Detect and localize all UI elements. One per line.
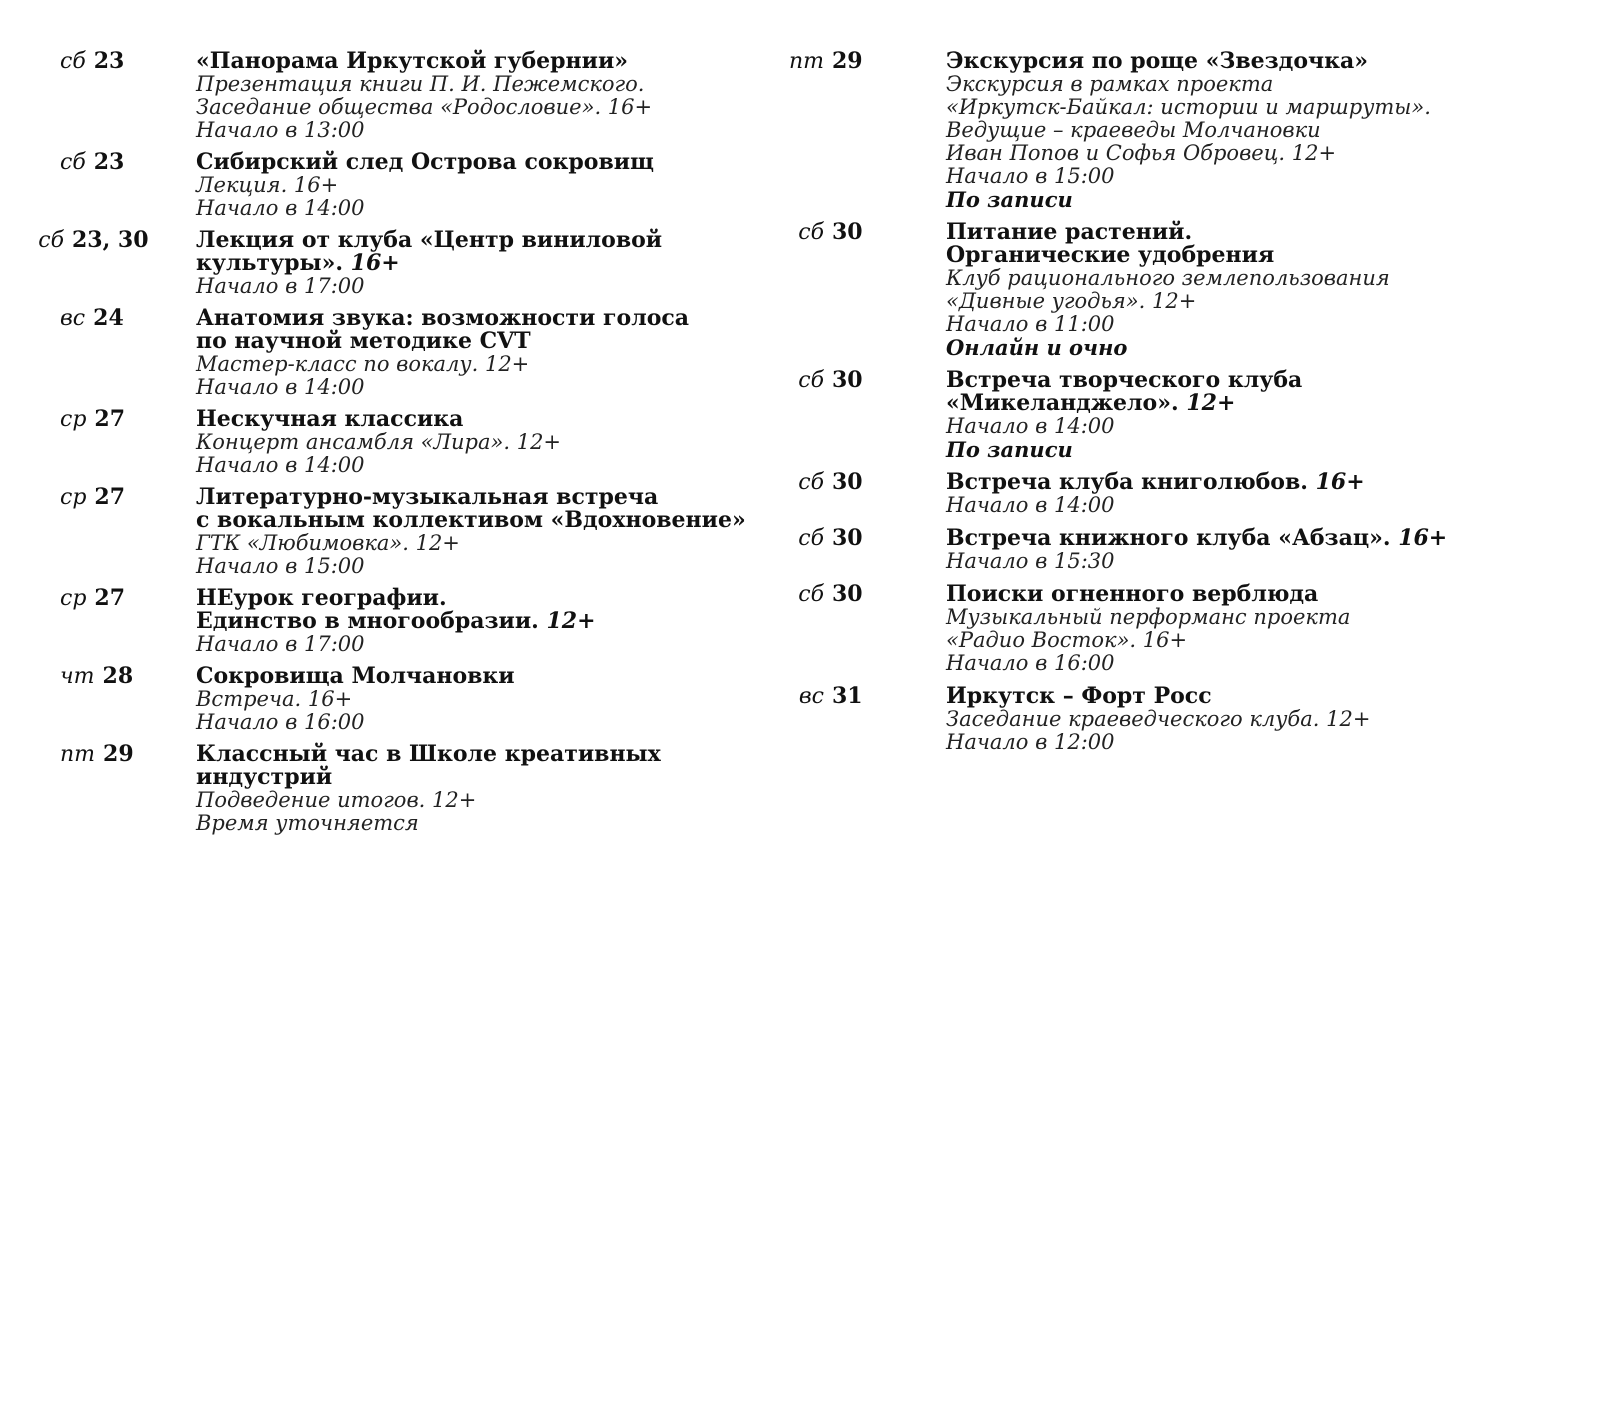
day-number-wrap [93, 307, 136, 330]
event-body [946, 50, 1590, 211]
event-title-text: «Микеланджело». [946, 390, 1179, 416]
event-item [60, 408, 760, 477]
day-number: 31 [832, 683, 863, 709]
day-number-wrap [832, 221, 872, 244]
event-body [946, 221, 1590, 359]
event-item [800, 471, 1590, 517]
event-item [38, 227, 760, 298]
event-title [196, 743, 760, 789]
event-body [196, 665, 760, 734]
event-date [60, 486, 136, 509]
event-description [196, 789, 760, 812]
weekday-label: сб [798, 368, 824, 393]
event-description [946, 708, 1590, 731]
event-start-time: Начало в 17:00 [196, 274, 365, 298]
event-item [800, 527, 1590, 573]
day-number: 30 [832, 581, 863, 607]
event-description-line: Подведение итогов. 12+ [196, 788, 477, 812]
day-number-wrap [103, 743, 136, 766]
event-title [946, 50, 1590, 73]
event-item [800, 221, 1590, 359]
day-number-wrap [103, 665, 136, 688]
event-title-text: «Панорама Иркутской губернии» [196, 48, 629, 74]
event-body [196, 486, 760, 578]
day-number: 30 [832, 525, 863, 551]
event-body [946, 685, 1590, 754]
event-body [196, 50, 760, 142]
event-date [800, 527, 872, 550]
day-number-wrap [94, 486, 136, 509]
event-start-time: Время уточняется [196, 811, 419, 835]
event-start-time: Начало в 15:30 [946, 549, 1115, 573]
event-title-line [946, 244, 1590, 267]
event-title-text: Единство в многообразии. [196, 608, 539, 634]
event-title [196, 587, 760, 633]
event-item [60, 50, 760, 142]
day-number: 27 [94, 585, 126, 611]
weekday-label: чт [60, 664, 95, 689]
event-body [946, 471, 1590, 517]
event-title-line [946, 221, 1590, 244]
weekday-label: сб [60, 49, 86, 74]
event-description-line: Иван Попов и Софья Обровец. 12+ [946, 141, 1337, 165]
event-date [60, 408, 136, 431]
event-start-time: Начало в 11:00 [946, 312, 1115, 336]
weekday-label: сб [798, 582, 824, 607]
event-title [946, 369, 1590, 415]
event-body [196, 743, 760, 835]
event-title-text: по научной методике CVT [196, 328, 531, 354]
event-title [196, 665, 760, 688]
event-item [60, 486, 760, 578]
event-description-line: Заседание краеведческого клуба. 12+ [946, 707, 1371, 731]
day-number-wrap [832, 685, 872, 708]
day-number-wrap [94, 151, 136, 174]
weekday-label: сб [798, 220, 824, 245]
event-date [788, 48, 872, 74]
event-title [946, 221, 1590, 267]
day-number: 23 [93, 149, 125, 175]
event-description [196, 532, 760, 555]
day-number-wrap [832, 369, 872, 392]
age-rating: 16+ [1398, 525, 1448, 551]
event-title [196, 229, 760, 275]
weekday-label: вс [798, 684, 824, 709]
event-title-line [946, 50, 1590, 73]
event-description [946, 606, 1590, 652]
event-body [196, 229, 760, 298]
event-description-line: Заседание общества «Родословие». 16+ [196, 95, 653, 119]
event-description-line: «Дивные угодья». 12+ [946, 289, 1197, 313]
event-start-time: Начало в 15:00 [946, 164, 1115, 188]
age-rating: 16+ [350, 250, 400, 276]
day-number-wrap [832, 50, 872, 73]
day-number: 27 [94, 484, 126, 510]
event-title [196, 50, 760, 73]
event-description [196, 353, 760, 376]
weekday-label: пт [60, 742, 96, 767]
event-description [196, 73, 760, 119]
event-date [60, 587, 136, 610]
event-body [196, 587, 760, 656]
event-description-line: Экскурсия в рамках проекта [946, 72, 1274, 96]
event-title-line [196, 229, 760, 252]
event-description-line: Мастер-класс по вокалу. 12+ [196, 352, 530, 376]
day-number: 28 [102, 663, 134, 689]
event-start-time: Начало в 14:00 [196, 453, 365, 477]
weekday-label: сб [798, 470, 824, 495]
event-start-time: Начало в 14:00 [196, 196, 365, 220]
event-start-time: Начало в 13:00 [196, 118, 365, 142]
weekday-label: сб [38, 228, 64, 253]
day-number-wrap [72, 227, 149, 253]
event-title-line [196, 151, 760, 174]
event-title-line [196, 486, 760, 509]
event-date [60, 50, 136, 73]
event-start-time: Начало в 15:00 [196, 554, 365, 578]
event-body [196, 307, 760, 399]
event-note: По записи [946, 187, 1073, 212]
event-title [196, 408, 760, 431]
event-description-line: Музыкальный перформанс проекта [946, 605, 1351, 629]
event-title [196, 486, 760, 532]
event-body [946, 369, 1590, 461]
event-description [196, 431, 760, 454]
day-number: 30 [832, 219, 863, 245]
event-title-text: с вокальным коллективом «Вдохновение» [196, 507, 746, 533]
event-start-time: Начало в 16:00 [946, 651, 1115, 675]
event-description-line: «Радио Восток». 16+ [946, 628, 1188, 652]
day-number-wrap [94, 587, 136, 610]
event-title-text: культуры». [196, 250, 343, 276]
age-rating: 12+ [546, 608, 596, 634]
event-body [196, 151, 760, 220]
event-date [800, 685, 872, 708]
event-title-text: индустрий [196, 764, 333, 790]
event-title-line [196, 50, 760, 73]
event-description-line: Клуб рационального землепользования [946, 266, 1390, 290]
day-number: 30 [832, 367, 863, 393]
event-title-text: Классный час в Школе креативных [196, 741, 661, 767]
age-rating: 12+ [1186, 390, 1236, 416]
event-title-text: Поиски огненного верблюда [946, 581, 1319, 607]
event-title-line [196, 665, 760, 688]
event-start-time: Начало в 14:00 [196, 375, 365, 399]
day-number-wrap [832, 583, 872, 606]
event-title-line [946, 471, 1590, 494]
event-item [800, 369, 1590, 461]
event-item [788, 48, 1590, 212]
event-title-text: Сокровища Молчановки [196, 663, 515, 689]
event-description-line: ГТК «Любимовка». 12+ [196, 531, 460, 555]
day-number: 24 [93, 305, 124, 331]
schedule-column-left [38, 48, 760, 844]
event-item [800, 583, 1590, 675]
weekday-label: ср [60, 586, 87, 611]
event-date [800, 369, 872, 392]
event-title-text: Иркутск – Форт Росс [946, 683, 1212, 709]
day-number: 29 [832, 48, 863, 74]
event-title-line [196, 587, 760, 610]
schedule-column-right [788, 48, 1590, 764]
event-start-time: Начало в 16:00 [196, 710, 365, 734]
event-date [38, 227, 149, 253]
event-title-text: Питание растений. [946, 219, 1193, 245]
event-date [800, 471, 872, 494]
event-description [196, 688, 760, 711]
weekday-label: ср [60, 485, 87, 510]
event-note: Онлайн и очно [946, 335, 1128, 360]
event-description [946, 267, 1590, 313]
event-title-line [196, 330, 760, 353]
event-item [60, 665, 760, 734]
event-title [946, 583, 1590, 606]
event-date [60, 665, 136, 688]
day-number-wrap [832, 527, 872, 550]
event-title [196, 151, 760, 174]
event-description-line: Ведущие – краеведы Молчановки [946, 118, 1321, 142]
event-title-line [196, 408, 760, 431]
event-start-time: Начало в 17:00 [196, 632, 365, 656]
event-title-line [946, 527, 1590, 550]
day-number: 27 [94, 406, 126, 432]
event-description-line: Встреча. 16+ [196, 687, 353, 711]
weekday-label: сб [60, 150, 86, 175]
weekday-label: вс [60, 306, 86, 331]
event-title-text: НЕурок географии. [196, 585, 447, 611]
event-title-text: Встреча клуба книголюбов. [946, 469, 1308, 495]
day-number-wrap [832, 471, 872, 494]
event-title-text: Органические удобрения [946, 242, 1275, 268]
event-description [946, 73, 1590, 165]
event-item [60, 743, 760, 835]
event-title [196, 307, 760, 353]
event-body [946, 527, 1590, 573]
weekday-label: пт [788, 49, 824, 74]
weekday-label: ср [60, 407, 87, 432]
event-note: По записи [946, 437, 1073, 462]
event-title-line [946, 685, 1590, 708]
event-date [800, 221, 872, 244]
event-date [60, 151, 136, 174]
age-rating: 16+ [1315, 469, 1365, 495]
event-start-time: Начало в 14:00 [946, 414, 1115, 438]
event-item [60, 307, 760, 399]
event-title-text: Встреча творческого клуба [946, 367, 1303, 393]
event-date [60, 743, 136, 766]
event-title-line [196, 766, 760, 789]
event-title-text: Литературно-музыкальная встреча [196, 484, 659, 510]
event-title-text: Сибирский след Острова сокровищ [196, 149, 654, 175]
event-description [196, 174, 760, 197]
weekday-label: сб [798, 526, 824, 551]
event-title-line [196, 743, 760, 766]
event-start-time: Начало в 12:00 [946, 730, 1115, 754]
event-body [196, 408, 760, 477]
event-item [800, 685, 1590, 754]
event-title-line [946, 583, 1590, 606]
event-title-line [946, 369, 1590, 392]
event-title-line [196, 509, 760, 532]
event-date [60, 307, 136, 330]
event-title-text: Нескучная классика [196, 406, 464, 432]
event-title [946, 527, 1590, 550]
day-number: 30 [832, 469, 863, 495]
event-title-line [196, 610, 760, 633]
event-item [60, 587, 760, 656]
day-number: 23 [93, 48, 125, 74]
event-description-line: Презентация книги П. И. Пежемского. [196, 72, 645, 96]
event-title [946, 685, 1590, 708]
event-title-text: Лекция от клуба «Центр виниловой [196, 227, 663, 253]
event-title-line [196, 307, 760, 330]
event-title-text: Экскурсия по роще «Звездочка» [946, 48, 1368, 74]
day-number-wrap [94, 50, 136, 73]
event-start-time: Начало в 14:00 [946, 493, 1115, 517]
event-title-line [196, 252, 760, 275]
event-item [60, 151, 760, 220]
event-title-text: Встреча книжного клуба «Абзац». [946, 525, 1391, 551]
event-description-line: «Иркутск-Байкал: истории и маршруты». [946, 95, 1431, 119]
day-number: 23, 30 [72, 227, 149, 253]
day-number-wrap [94, 408, 136, 431]
event-title-line [946, 392, 1590, 415]
event-title [946, 471, 1590, 494]
event-body [946, 583, 1590, 675]
event-description-line: Концерт ансамбля «Лира». 12+ [196, 430, 562, 454]
event-date [800, 583, 872, 606]
event-title-text: Анатомия звука: возможности голоса [196, 305, 690, 331]
event-description-line: Лекция. 16+ [196, 173, 339, 197]
day-number: 29 [103, 741, 134, 767]
